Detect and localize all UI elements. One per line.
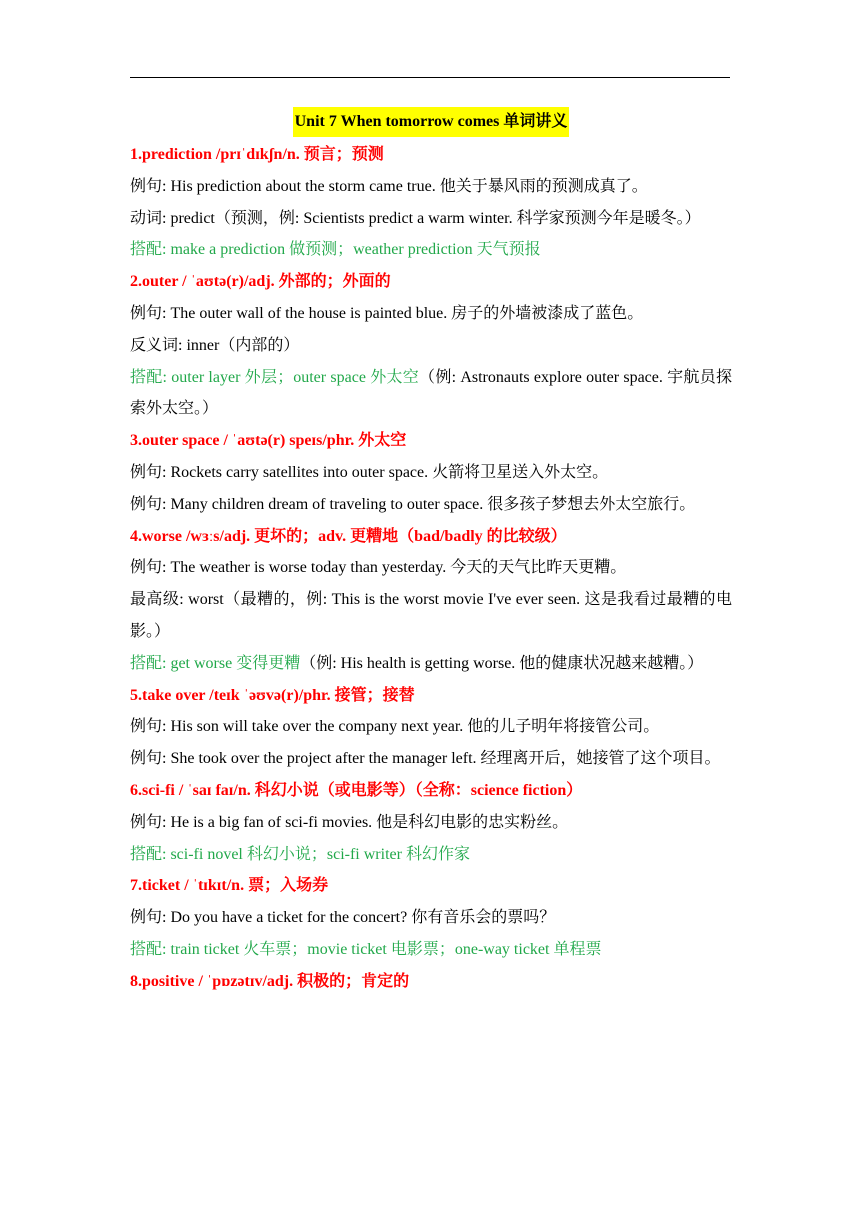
example-sentence: 例句: Many children dream of traveling to outer space. 很多孩子梦想去外太空旅行。 — [130, 495, 696, 513]
collocation-with-example — [130, 362, 732, 426]
collocation: 搭配: train ticket 火车票；movie ticket 电影票；one-way ticket 单程票 — [130, 940, 602, 958]
example-sentence: 例句: The outer wall of the house is painted blue. 房子的外墙被漆成了蓝色。 — [130, 304, 644, 322]
example-sentence: 例句: Rockets carry satellites into outer space. 火箭将卫星送入外太空。 — [130, 463, 609, 481]
collocation: 搭配: outer layer 外层；outer space 外太空 — [130, 368, 420, 386]
entry-heading-prediction: 1.prediction /prɪˈdɪkʃn/n. 预言；预测 — [130, 146, 384, 163]
collocation-example: （例: Astronauts explore outer space. 宇航员探索外太空。） — [130, 368, 732, 418]
example-sentence: 例句: His son will take over the company next year. 他的儿子明年将接管公司。 — [130, 718, 660, 736]
entry-heading-ticket: 7.ticket / ˈtɪkɪt/n. 票；入场券 — [130, 877, 329, 895]
example-sentence: 例句: She took over the project after the manager left. 经理离开后，她接管了这个项目。 — [130, 750, 721, 768]
example-sentence: 例句: His prediction about the storm came true. 他关于暴风雨的预测成真了。 — [130, 177, 648, 195]
entry-heading-worse: 4.worse /wɜːs/adj. 更坏的；adv. 更糟地（bad/badly 的比较级） — [130, 527, 567, 545]
superlative-form: 最高级: worst（最糟的，例: This is the worst movie I've ever seen. 这是我看过最糟的电影。） — [130, 591, 732, 640]
collocation-with-example — [130, 648, 732, 680]
collocation: 搭配: get worse 变得更糟 — [130, 654, 301, 672]
example-sentence: 例句: The weather is worse today than yesterday. 今天的天气比昨天更糟。 — [130, 559, 627, 577]
entry-heading-positive: 8.positive / ˈpɒzətɪv/adj. 积极的；肯定的 — [130, 972, 410, 990]
example-sentence: 例句: He is a big fan of sci-fi movies. 他是科幻电影的忠实粉丝。 — [130, 813, 569, 831]
collocation: 搭配: make a prediction 做预测；weather prediction 天气预报 — [130, 241, 541, 259]
title-row — [130, 107, 732, 139]
collocation: 搭配: sci-fi novel 科幻小说；sci-fi writer 科幻作家 — [130, 845, 470, 863]
page-title: Unit 7 When tomorrow comes 单词讲义 — [293, 107, 570, 137]
verb-form: 动词: predict（预测，例: Scientists predict a warm winter. 科学家预测今年是暖冬。） — [130, 209, 701, 227]
entry-heading-sci-fi: 6.sci-fi / ˈsaɪ faɪ/n. 科幻小说（或电影等）（全称：science fiction） — [130, 781, 583, 799]
entry-heading-outer-space: 3.outer space / ˈaʊtə(r) speɪs/phr. 外太空 — [130, 432, 407, 450]
entry-heading-outer: 2.outer / ˈaʊtə(r)/adj. 外部的；外面的 — [130, 273, 391, 291]
example-sentence: 例句: Do you have a ticket for the concert? 你有音乐会的票吗？ — [130, 909, 556, 927]
entry-heading-take-over: 5.take over /teɪk ˈəʊvə(r)/phr. 接管；接替 — [130, 686, 415, 704]
collocation-example: （例: His health is getting worse. 他的健康状况越来越糟。） — [300, 654, 704, 672]
vocabulary-handout — [130, 107, 732, 998]
antonym: 反义词: inner（内部的） — [130, 336, 300, 354]
header-rule — [130, 77, 730, 78]
